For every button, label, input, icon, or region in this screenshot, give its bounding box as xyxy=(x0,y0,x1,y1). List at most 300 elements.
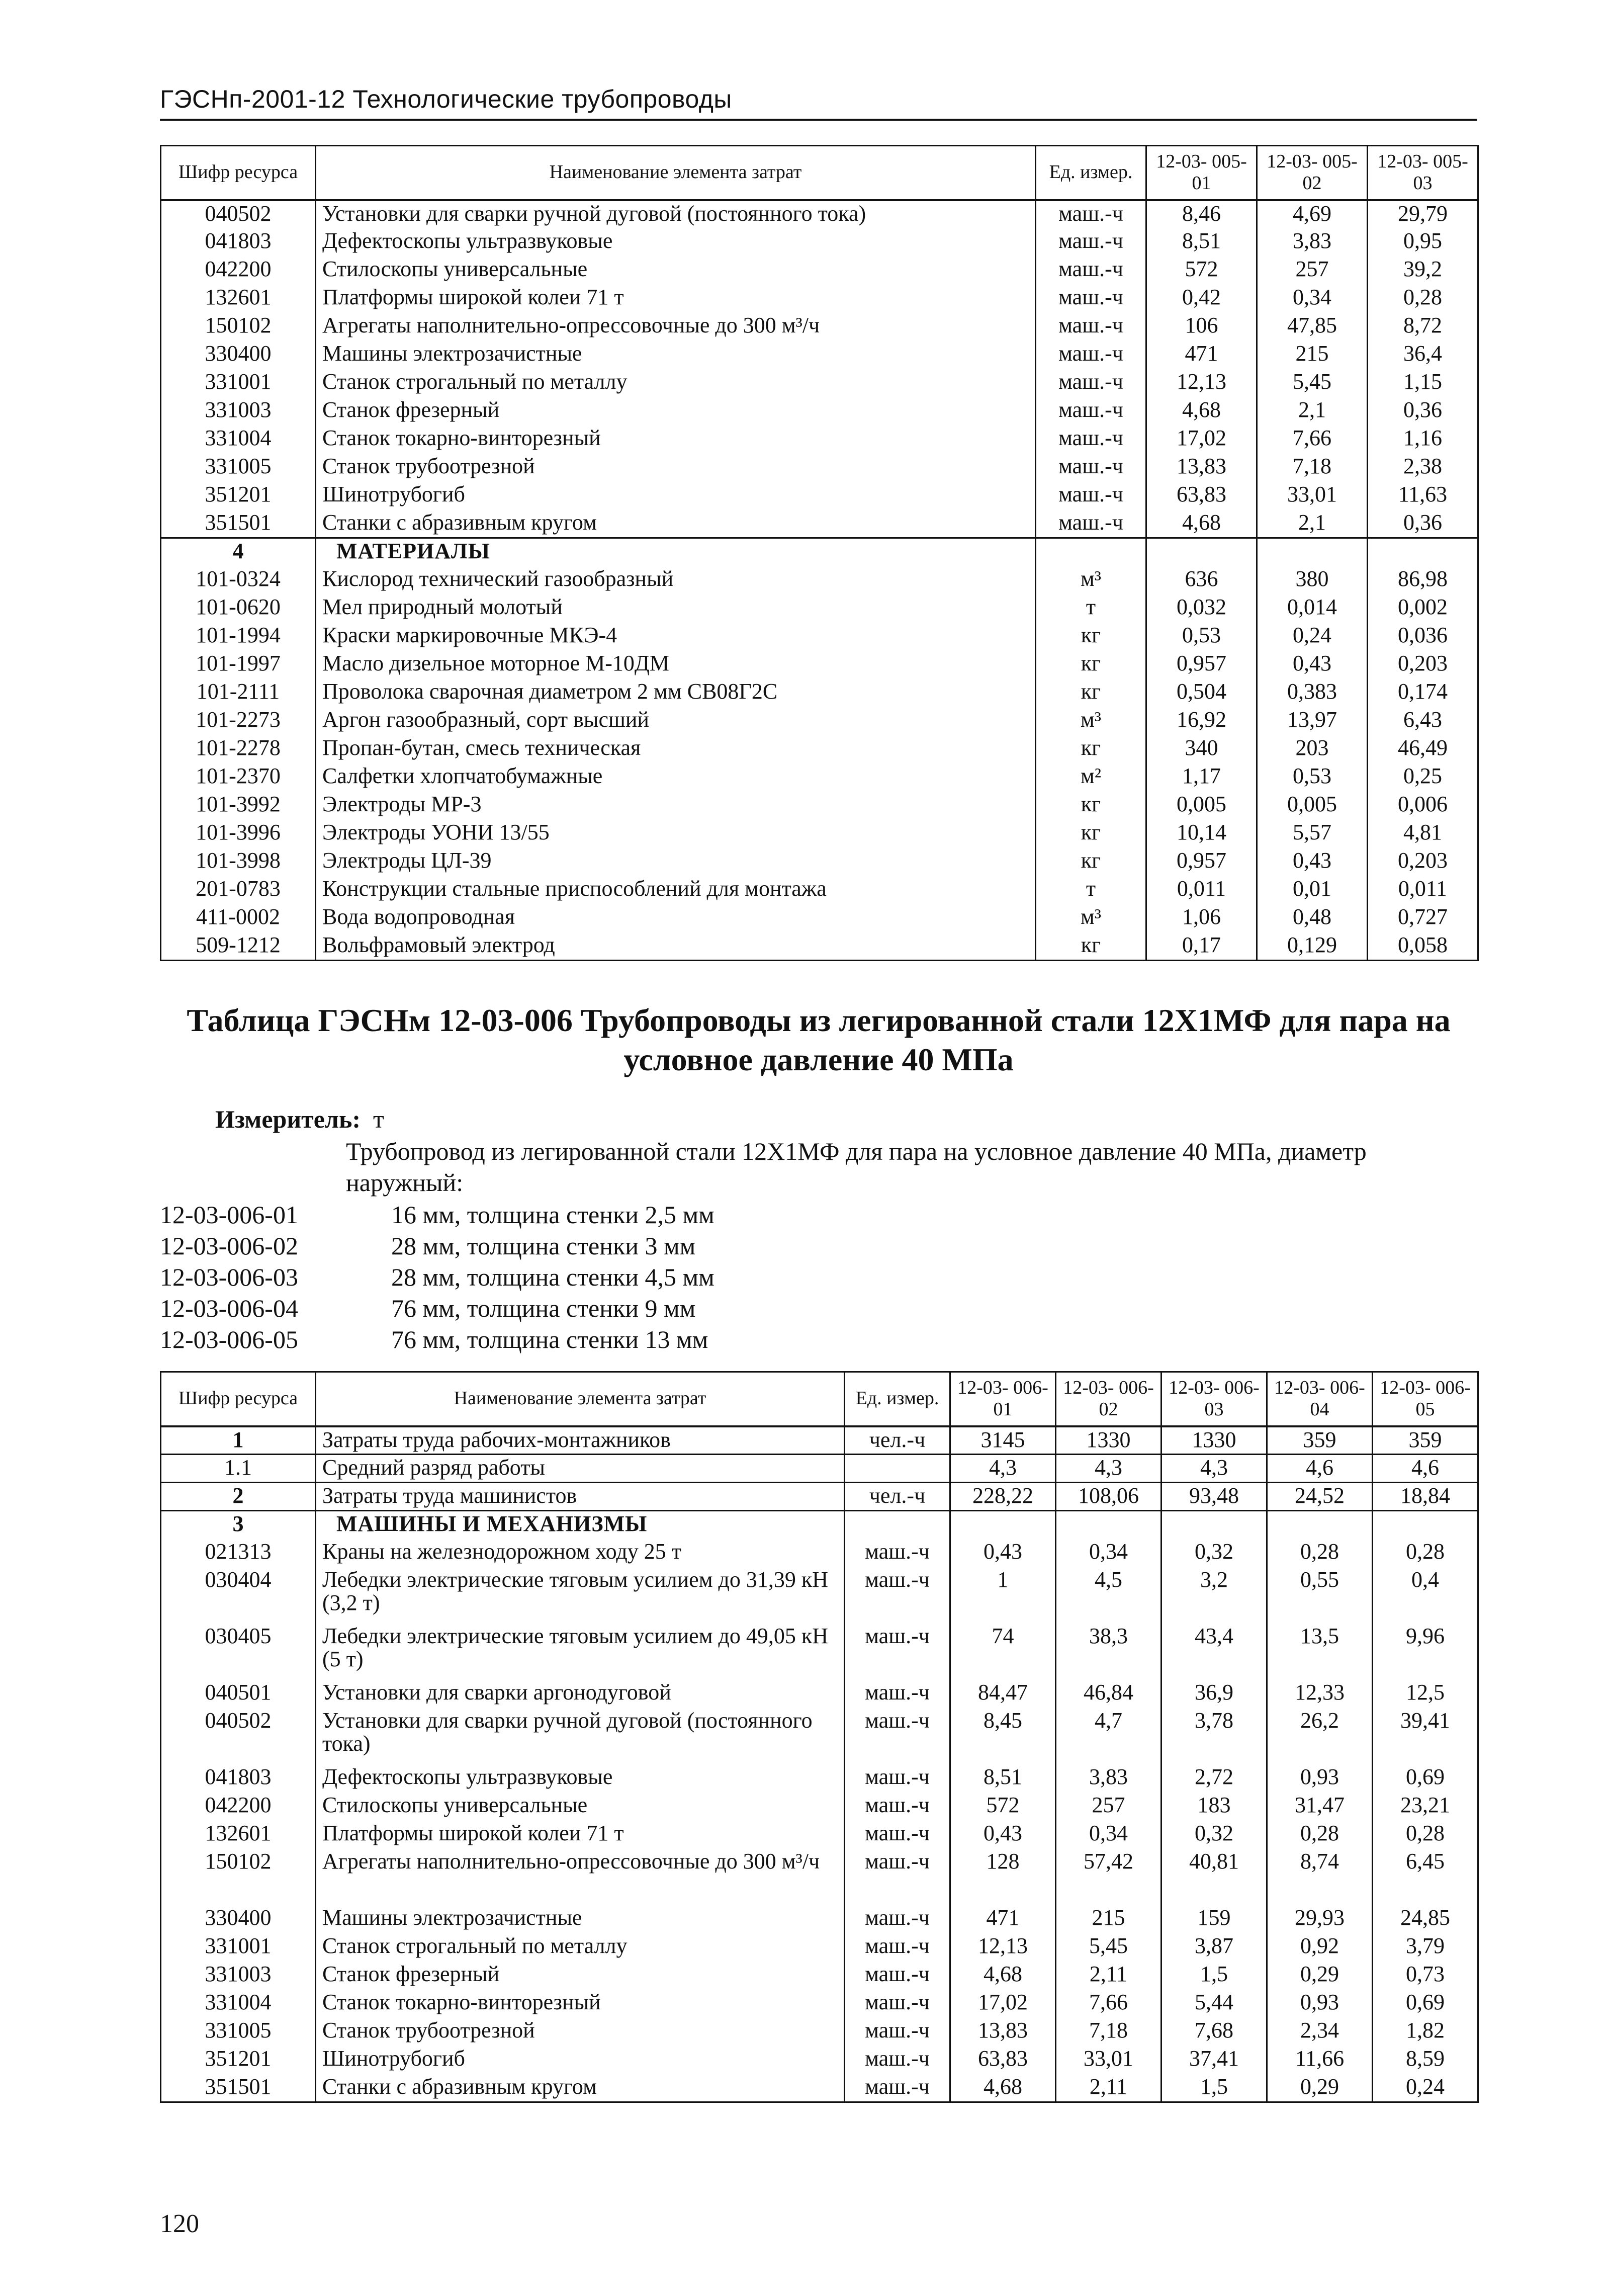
norm-value: 8,72 xyxy=(1368,313,1478,341)
norm-value: 0,005 xyxy=(1146,792,1257,820)
table-row xyxy=(161,397,1478,426)
resource-name: Краны на железнодорожном ходу 25 т xyxy=(316,1539,845,1567)
norm-value: 0,01 xyxy=(1257,876,1368,904)
norm-value: 0,24 xyxy=(1257,623,1368,651)
norm-value: 33,01 xyxy=(1056,2046,1161,2074)
norm-value: 3,78 xyxy=(1161,1708,1267,1764)
unit: м² xyxy=(1036,763,1146,792)
table-row xyxy=(161,707,1478,735)
norm-value: 0,011 xyxy=(1368,876,1478,904)
norm-value: 24,85 xyxy=(1373,1905,1478,1933)
variant-line xyxy=(160,1324,714,1355)
norm-value: 0,24 xyxy=(1373,2074,1478,2102)
resource-name: Агрегаты наполнительно-опрессовочные до 300 м³/ч xyxy=(316,313,1036,341)
norm-value: 215 xyxy=(1257,341,1368,369)
unit: маш.-ч xyxy=(845,2018,950,2046)
section-title: МАТЕРИАЛЫ xyxy=(316,538,1036,566)
norm-value: 6,45 xyxy=(1373,1849,1478,1905)
meter-line xyxy=(215,1104,384,1134)
table-row xyxy=(161,285,1478,313)
header-col-005-01: 12-03- 005-01 xyxy=(1146,146,1257,200)
resource-name: Машины электрозачистные xyxy=(316,1905,845,1933)
norm-value: 0,174 xyxy=(1368,679,1478,707)
norm-value: 46,49 xyxy=(1368,735,1478,763)
table-row xyxy=(161,651,1478,679)
resource-name: Машины электрозачистные xyxy=(316,341,1036,369)
norm-value: 1,5 xyxy=(1161,1962,1267,1990)
norm-value: 36,9 xyxy=(1161,1680,1267,1708)
norm-value: 0,25 xyxy=(1368,763,1478,792)
norm-value: 5,45 xyxy=(1257,369,1368,397)
resource-code: 509-1212 xyxy=(161,932,316,961)
resource-code: 330400 xyxy=(161,1905,316,1933)
table-row xyxy=(161,594,1478,623)
resource-code: 150102 xyxy=(161,313,316,341)
norm-value: 9,96 xyxy=(1373,1624,1478,1680)
header-name: Наименование элемента затрат xyxy=(316,1372,845,1426)
unit: м³ xyxy=(1036,904,1146,932)
norm-value: 128 xyxy=(950,1849,1056,1905)
resource-code: 331004 xyxy=(161,426,316,454)
norm-value: 1,15 xyxy=(1368,369,1478,397)
resource-code: 331005 xyxy=(161,2018,316,2046)
header-unit: Ед. измер. xyxy=(845,1372,950,1426)
table-row xyxy=(161,1933,1478,1962)
table-row xyxy=(161,1426,1478,1455)
table-row xyxy=(161,482,1478,510)
unit: чел.-ч xyxy=(845,1483,950,1511)
header-col-006-03: 12-03- 006-03 xyxy=(1161,1372,1267,1426)
header-rule xyxy=(160,119,1477,121)
norm-value: 203 xyxy=(1257,735,1368,763)
header-name: Наименование элемента затрат xyxy=(316,146,1036,200)
norm-value: 11,66 xyxy=(1267,2046,1373,2074)
norm-value: 0,43 xyxy=(1257,848,1368,876)
norm-value: 4,6 xyxy=(1267,1455,1373,1483)
resource-name: Проволока сварочная диаметром 2 мм СВ08Г2С xyxy=(316,679,1036,707)
resource-code: 040501 xyxy=(161,1680,316,1708)
norm-value: 24,52 xyxy=(1267,1483,1373,1511)
resource-name: Салфетки хлопчатобумажные xyxy=(316,763,1036,792)
table-row xyxy=(161,904,1478,932)
table-row xyxy=(161,454,1478,482)
resource-name: Затраты труда рабочих-монтажников xyxy=(316,1426,845,1455)
norm-value: 63,83 xyxy=(1146,482,1257,510)
norm-value: 84,47 xyxy=(950,1680,1056,1708)
norm-value: 4,68 xyxy=(1146,397,1257,426)
table-row xyxy=(161,1483,1478,1511)
resource-code: 351501 xyxy=(161,510,316,538)
norm-value: 0,4 xyxy=(1373,1567,1478,1624)
resource-code: 330400 xyxy=(161,341,316,369)
variant-text: 16 мм, толщина стенки 2,5 мм xyxy=(391,1201,714,1229)
resource-code: 101-2273 xyxy=(161,707,316,735)
resource-code: 030404 xyxy=(161,1567,316,1624)
resource-code: 331005 xyxy=(161,454,316,482)
unit: маш.-ч xyxy=(845,1933,950,1962)
norm-value: 0,29 xyxy=(1267,2074,1373,2102)
resource-name: Дефектоскопы ультразвуковые xyxy=(316,1764,845,1793)
norm-value: 572 xyxy=(1146,257,1257,285)
resource-name: Затраты труда машинистов xyxy=(316,1483,845,1511)
unit: маш.-ч xyxy=(845,1764,950,1793)
table-row xyxy=(161,1905,1478,1933)
running-header: ГЭСНп-2001-12 Технологические трубопроводы xyxy=(160,85,732,113)
norm-value: 5,57 xyxy=(1257,820,1368,848)
norm-value: 0,92 xyxy=(1267,1933,1373,1962)
norm-value: 4,81 xyxy=(1368,820,1478,848)
norm-value: 8,74 xyxy=(1267,1849,1373,1905)
norm-value: 2,72 xyxy=(1161,1764,1267,1793)
resource-name: Конструкции стальные приспособлений для монтажа xyxy=(316,876,1036,904)
unit: маш.-ч xyxy=(1036,285,1146,313)
norm-value: 36,4 xyxy=(1368,341,1478,369)
resource-name: Средний разряд работы xyxy=(316,1455,845,1483)
unit: маш.-ч xyxy=(1036,200,1146,228)
unit: чел.-ч xyxy=(845,1426,950,1455)
norm-value: 74 xyxy=(950,1624,1056,1680)
resource-code: 411-0002 xyxy=(161,904,316,932)
norm-value: 8,45 xyxy=(950,1708,1056,1764)
table-row xyxy=(161,1708,1478,1764)
unit: т xyxy=(1036,594,1146,623)
norm-value: 0,34 xyxy=(1056,1539,1161,1567)
variant-line xyxy=(160,1261,714,1293)
unit: м³ xyxy=(1036,566,1146,594)
resource-name: Станок трубоотрезной xyxy=(316,2018,845,2046)
norm-value: 0,129 xyxy=(1257,932,1368,961)
norm-value: 2,1 xyxy=(1257,510,1368,538)
norm-value: 4,6 xyxy=(1373,1455,1478,1483)
norm-value: 0,55 xyxy=(1267,1567,1373,1624)
norm-value: 29,79 xyxy=(1368,200,1478,228)
norm-value: 1,5 xyxy=(1161,2074,1267,2102)
variant-line xyxy=(160,1293,714,1324)
norm-value: 46,84 xyxy=(1056,1680,1161,1708)
norm-value: 215 xyxy=(1056,1905,1161,1933)
norm-value: 0,95 xyxy=(1368,228,1478,257)
resource-code: 101-3992 xyxy=(161,792,316,820)
resource-name: Установки для сварки ручной дуговой (постоянного тока) xyxy=(316,1708,845,1764)
resource-name: Стилоскопы универсальные xyxy=(316,257,1036,285)
norm-value: 4,68 xyxy=(950,2074,1056,2102)
norm-value: 8,46 xyxy=(1146,200,1257,228)
norm-value: 1,16 xyxy=(1368,426,1478,454)
table-row xyxy=(161,763,1478,792)
norm-value: 4,3 xyxy=(1056,1455,1161,1483)
norm-value: 86,98 xyxy=(1368,566,1478,594)
resource-code: 040502 xyxy=(161,200,316,228)
resource-name: Пропан-бутан, смесь техническая xyxy=(316,735,1036,763)
norm-value: 471 xyxy=(950,1905,1056,1933)
resource-name: Электроды МР-3 xyxy=(316,792,1036,820)
resource-code: 101-3996 xyxy=(161,820,316,848)
resource-code: 2 xyxy=(161,1483,316,1511)
resource-code: 040502 xyxy=(161,1708,316,1764)
unit: кг xyxy=(1036,679,1146,707)
variant-code: 12-03-006-02 xyxy=(160,1232,298,1260)
norm-value: 0,28 xyxy=(1368,285,1478,313)
table-row xyxy=(161,426,1478,454)
norm-value: 159 xyxy=(1161,1905,1267,1933)
header-resource-code: Шифр ресурса xyxy=(161,1372,316,1426)
resource-code: 132601 xyxy=(161,285,316,313)
norm-value: 29,93 xyxy=(1267,1905,1373,1933)
variant-code: 12-03-006-04 xyxy=(160,1294,298,1322)
resource-name: Кислород технический газообразный xyxy=(316,566,1036,594)
norm-value: 6,43 xyxy=(1368,707,1478,735)
norm-value: 228,22 xyxy=(950,1483,1056,1511)
norm-value: 0,28 xyxy=(1373,1539,1478,1567)
resource-name: Аргон газообразный, сорт высший xyxy=(316,707,1036,735)
norm-value: 0,006 xyxy=(1368,792,1478,820)
unit: маш.-ч xyxy=(845,1680,950,1708)
resource-name: Станок трубоотрезной xyxy=(316,454,1036,482)
unit: маш.-ч xyxy=(845,1962,950,1990)
header-col-005-02: 12-03- 005-02 xyxy=(1257,146,1368,200)
resource-code: 101-2111 xyxy=(161,679,316,707)
unit: маш.-ч xyxy=(1036,454,1146,482)
norm-value: 13,5 xyxy=(1267,1624,1373,1680)
norm-value: 0,036 xyxy=(1368,623,1478,651)
norm-value: 1330 xyxy=(1056,1426,1161,1455)
norm-value: 0,383 xyxy=(1257,679,1368,707)
resource-code: 331001 xyxy=(161,1933,316,1962)
norm-value: 40,81 xyxy=(1161,1849,1267,1905)
resource-code: 351501 xyxy=(161,2074,316,2102)
table-row xyxy=(161,2074,1478,2102)
norm-value: 16,92 xyxy=(1146,707,1257,735)
table-row xyxy=(161,735,1478,763)
unit: маш.-ч xyxy=(845,1821,950,1849)
resource-name: Дефектоскопы ультразвуковые xyxy=(316,228,1036,257)
unit: кг xyxy=(1036,792,1146,820)
norm-value: 93,48 xyxy=(1161,1483,1267,1511)
resource-code: 101-0620 xyxy=(161,594,316,623)
norm-value: 1,06 xyxy=(1146,904,1257,932)
resource-name: Вода водопроводная xyxy=(316,904,1036,932)
norm-value: 38,3 xyxy=(1056,1624,1161,1680)
norm-value: 2,11 xyxy=(1056,1962,1161,1990)
variant-text: 28 мм, толщина стенки 3 мм xyxy=(391,1232,696,1260)
section-row xyxy=(161,1511,1478,1539)
variant-code: 12-03-006-01 xyxy=(160,1201,298,1229)
norm-value: 43,4 xyxy=(1161,1624,1267,1680)
resource-name: Станок токарно-винторезный xyxy=(316,426,1036,454)
unit: кг xyxy=(1036,932,1146,961)
norm-value: 1330 xyxy=(1161,1426,1267,1455)
norm-value: 0,032 xyxy=(1146,594,1257,623)
norm-value: 7,18 xyxy=(1257,454,1368,482)
table-row xyxy=(161,369,1478,397)
resource-name: Установки для сварки аргонодуговой xyxy=(316,1680,845,1708)
norm-value: 1 xyxy=(950,1567,1056,1624)
empty-cell xyxy=(1373,1511,1478,1539)
description-head: Трубопровод из легированной стали 12Х1МФ для пара на условное давление 40 МПа, диаметр наружный: xyxy=(346,1137,1367,1197)
norm-value: 26,2 xyxy=(1267,1708,1373,1764)
norm-value: 572 xyxy=(950,1793,1056,1821)
resource-code: 331003 xyxy=(161,1962,316,1990)
resource-name: Электроды УОНИ 13/55 xyxy=(316,820,1036,848)
resource-code: 331001 xyxy=(161,369,316,397)
resource-name: Станок токарно-винторезный xyxy=(316,1990,845,2018)
resource-code: 101-3998 xyxy=(161,848,316,876)
norm-value: 0,53 xyxy=(1146,623,1257,651)
norm-value: 13,97 xyxy=(1257,707,1368,735)
unit: кг xyxy=(1036,623,1146,651)
table-row xyxy=(161,1624,1478,1680)
resource-name: Лебедки электрические тяговым усилием до 31,39 кН (3,2 т) xyxy=(316,1567,845,1624)
table-row xyxy=(161,1849,1478,1905)
norm-value: 13,83 xyxy=(1146,454,1257,482)
norm-value: 33,01 xyxy=(1257,482,1368,510)
empty-cell xyxy=(1368,538,1478,566)
norm-value: 359 xyxy=(1373,1426,1478,1455)
norm-value: 5,45 xyxy=(1056,1933,1161,1962)
norm-value: 0,005 xyxy=(1257,792,1368,820)
norm-value: 12,5 xyxy=(1373,1680,1478,1708)
header-col-006-02: 12-03- 006-02 xyxy=(1056,1372,1161,1426)
norm-value: 57,42 xyxy=(1056,1849,1161,1905)
norm-value: 12,33 xyxy=(1267,1680,1373,1708)
resource-code: 150102 xyxy=(161,1849,316,1905)
resource-code: 351201 xyxy=(161,2046,316,2074)
norm-value: 4,3 xyxy=(950,1455,1056,1483)
norm-value: 0,002 xyxy=(1368,594,1478,623)
meter-value: т xyxy=(373,1105,384,1133)
unit: маш.-ч xyxy=(845,1849,950,1905)
norm-value: 5,44 xyxy=(1161,1990,1267,2018)
resource-name: Установки для сварки ручной дуговой (постоянного тока) xyxy=(316,200,1036,228)
norm-value: 12,13 xyxy=(950,1933,1056,1962)
resource-code: 132601 xyxy=(161,1821,316,1849)
unit: маш.-ч xyxy=(1036,313,1146,341)
norm-value: 7,66 xyxy=(1056,1990,1161,2018)
norm-value: 31,47 xyxy=(1267,1793,1373,1821)
unit: маш.-ч xyxy=(845,1567,950,1624)
header-col-005-03: 12-03- 005-03 xyxy=(1368,146,1478,200)
resource-table-006 xyxy=(160,1371,1479,2103)
norm-value: 0,43 xyxy=(1257,651,1368,679)
table-row xyxy=(161,228,1478,257)
resource-code: 201-0783 xyxy=(161,876,316,904)
norm-value: 3,83 xyxy=(1056,1764,1161,1793)
resource-code: 041803 xyxy=(161,228,316,257)
norm-value: 12,13 xyxy=(1146,369,1257,397)
norm-value: 2,11 xyxy=(1056,2074,1161,2102)
norm-value: 0,34 xyxy=(1056,1821,1161,1849)
section-title: МАШИНЫ И МЕХАНИЗМЫ xyxy=(316,1511,845,1539)
resource-code: 1.1 xyxy=(161,1455,316,1483)
table-row xyxy=(161,1567,1478,1624)
norm-value: 11,63 xyxy=(1368,482,1478,510)
header-unit: Ед. измер. xyxy=(1036,146,1146,200)
norm-value: 183 xyxy=(1161,1793,1267,1821)
table-row xyxy=(161,313,1478,341)
resource-name: Агрегаты наполнительно-опрессовочные до 300 м³/ч xyxy=(316,1849,845,1905)
header-col-006-01: 12-03- 006-01 xyxy=(950,1372,1056,1426)
table-row xyxy=(161,1990,1478,2018)
norm-value: 2,1 xyxy=(1257,397,1368,426)
unit: маш.-ч xyxy=(845,1990,950,2018)
resource-code: 101-0324 xyxy=(161,566,316,594)
resource-name: Платформы широкой колеи 71 т xyxy=(316,285,1036,313)
section-code: 3 xyxy=(161,1511,316,1539)
table-row xyxy=(161,341,1478,369)
header-col-006-04: 12-03- 006-04 xyxy=(1267,1372,1373,1426)
norm-value: 106 xyxy=(1146,313,1257,341)
table-row xyxy=(161,1962,1478,1990)
norm-value: 340 xyxy=(1146,735,1257,763)
table-a-body xyxy=(161,200,1478,961)
norm-value: 0,014 xyxy=(1257,594,1368,623)
norm-value: 4,68 xyxy=(950,1962,1056,1990)
unit: маш.-ч xyxy=(845,2074,950,2102)
unit: маш.-ч xyxy=(1036,397,1146,426)
meter-label: Измеритель: xyxy=(215,1105,361,1133)
table-row xyxy=(161,257,1478,285)
norm-value: 18,84 xyxy=(1373,1483,1478,1511)
resource-name: Станки с абразивным кругом xyxy=(316,510,1036,538)
section-row xyxy=(161,538,1478,566)
resource-code: 042200 xyxy=(161,1793,316,1821)
table-row xyxy=(161,1764,1478,1793)
unit: м³ xyxy=(1036,707,1146,735)
norm-value: 2,34 xyxy=(1267,2018,1373,2046)
norm-value: 0,32 xyxy=(1161,1821,1267,1849)
norm-value: 0,28 xyxy=(1267,1821,1373,1849)
resource-code: 101-1997 xyxy=(161,651,316,679)
unit: маш.-ч xyxy=(1036,426,1146,454)
norm-value: 0,69 xyxy=(1373,1764,1478,1793)
resource-name: Краски маркировочные МКЭ-4 xyxy=(316,623,1036,651)
resource-name: Станок фрезерный xyxy=(316,397,1036,426)
norm-value: 3,83 xyxy=(1257,228,1368,257)
variant-text: 28 мм, толщина стенки 4,5 мм xyxy=(391,1263,714,1291)
resource-code: 101-1994 xyxy=(161,623,316,651)
unit xyxy=(845,1455,950,1483)
norm-value: 4,7 xyxy=(1056,1708,1161,1764)
empty-cell xyxy=(950,1511,1056,1539)
resource-code: 101-2278 xyxy=(161,735,316,763)
resource-name: Станок строгальный по металлу xyxy=(316,369,1036,397)
norm-value: 636 xyxy=(1146,566,1257,594)
norm-value: 0,727 xyxy=(1368,904,1478,932)
unit: кг xyxy=(1036,820,1146,848)
norm-value: 17,02 xyxy=(1146,426,1257,454)
table-row xyxy=(161,2018,1478,2046)
resource-code: 351201 xyxy=(161,482,316,510)
norm-value: 3,87 xyxy=(1161,1933,1267,1962)
resource-name: Стилоскопы универсальные xyxy=(316,1793,845,1821)
norm-value: 39,2 xyxy=(1368,257,1478,285)
unit: маш.-ч xyxy=(845,1708,950,1764)
resource-code: 021313 xyxy=(161,1539,316,1567)
norm-value: 3145 xyxy=(950,1426,1056,1455)
variant-line xyxy=(160,1230,714,1261)
unit: кг xyxy=(1036,848,1146,876)
empty-cell xyxy=(1036,538,1146,566)
empty-cell xyxy=(1267,1511,1373,1539)
variant-code: 12-03-006-03 xyxy=(160,1263,298,1291)
resource-code: 331004 xyxy=(161,1990,316,2018)
unit: маш.-ч xyxy=(845,1624,950,1680)
norm-value: 8,51 xyxy=(950,1764,1056,1793)
table-row xyxy=(161,623,1478,651)
resource-table-005 xyxy=(160,145,1479,961)
norm-value: 13,83 xyxy=(950,2018,1056,2046)
table-row xyxy=(161,1539,1478,1567)
